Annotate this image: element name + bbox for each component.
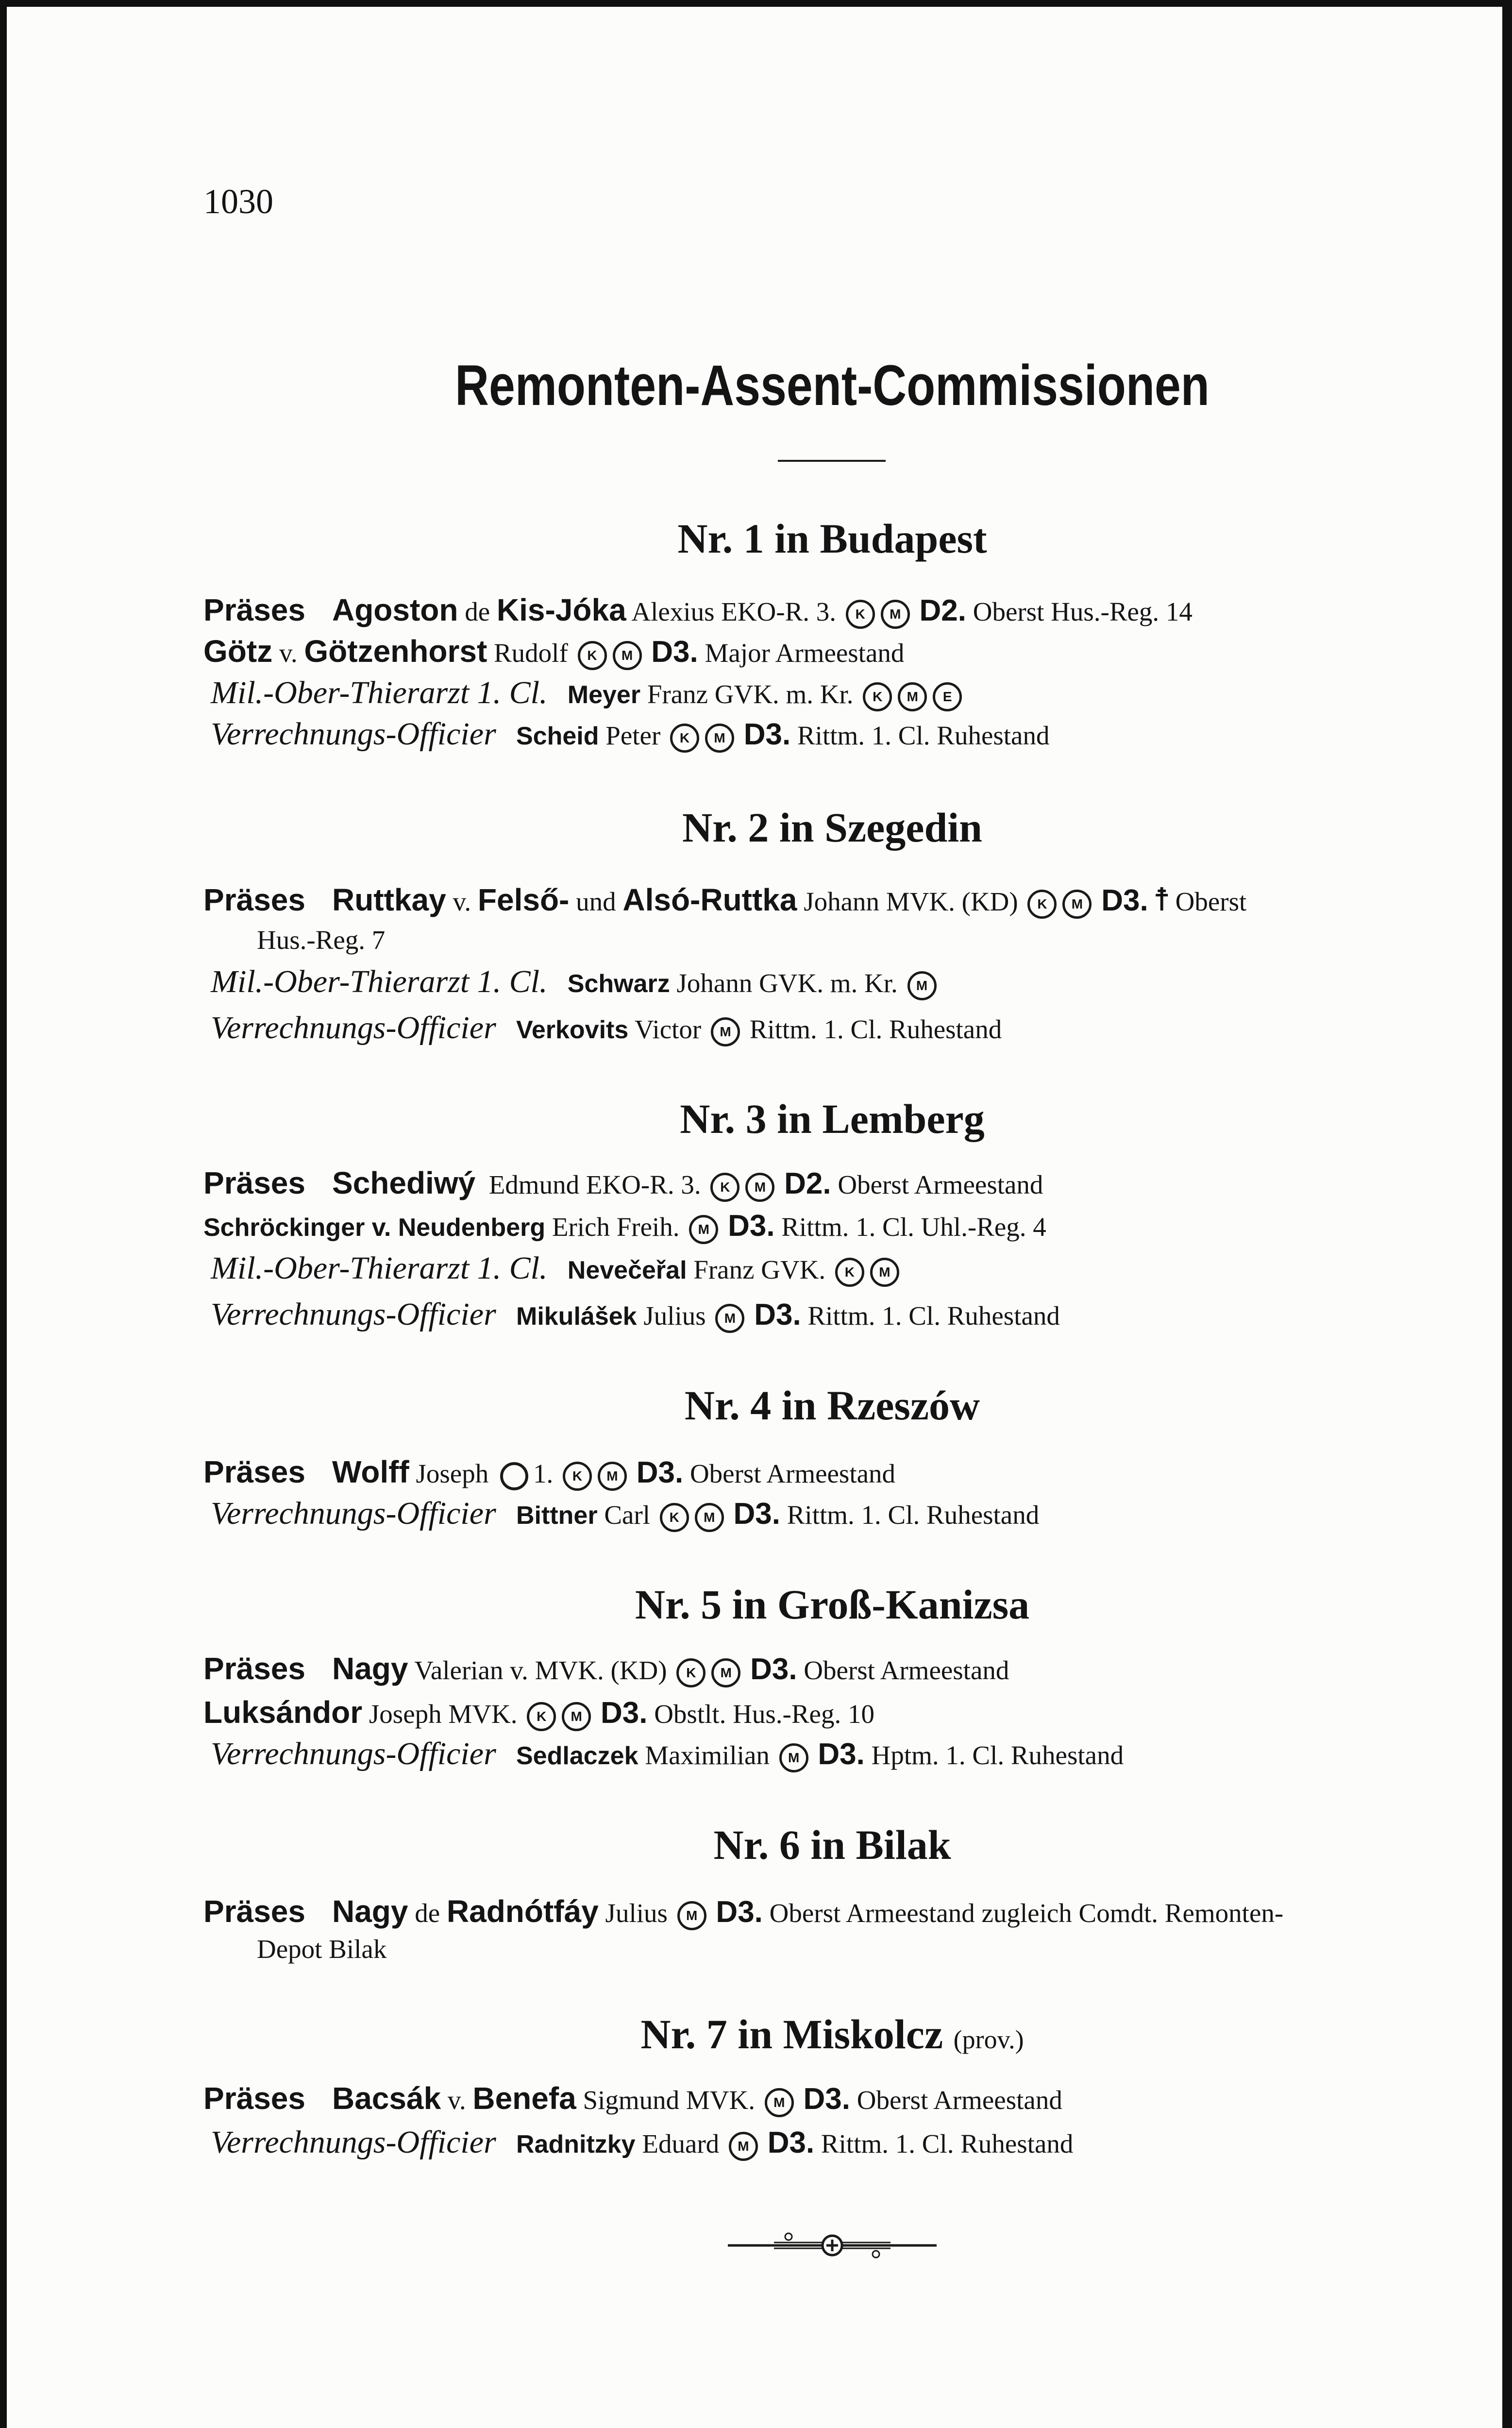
cross-icon: ☨ <box>1153 882 1171 918</box>
k-order-icon: K <box>835 1258 864 1287</box>
entry-praeses-6-continuation: Depot Bilak <box>257 1934 387 1964</box>
k-order-icon: K <box>863 682 892 711</box>
section-heading-2: Nr. 2 in Szegedin <box>682 804 982 851</box>
entry-accountant-1: Verrechnungs-Officier Scheid Peter K M D3. Rittm. 1. Cl. Ruhestand <box>211 716 1049 753</box>
title-divider <box>778 460 886 462</box>
m-order-icon: M <box>711 1658 740 1687</box>
k-order-icon: K <box>563 1462 592 1491</box>
entry-veterinarian-1: Mil.-Ober-Thierarzt 1. Cl. Meyer Franz GVK. m. Kr. K M E <box>211 674 965 711</box>
section-heading-3: Nr. 3 in Lemberg <box>680 1096 985 1142</box>
entry-member-1: Götz v. Götzenhorst Rudolf K M D3. Major Armeestand <box>203 633 904 670</box>
m-order-icon: M <box>715 1304 744 1333</box>
entry-praeses-7: Präses Bacsák v. Benefa Sigmund MVK. M D3. Oberst Armeestand <box>203 2080 1062 2117</box>
section-heading-5: Nr. 5 in Groß-Kanizsa <box>635 1581 1030 1628</box>
entry-accountant-2: Verrechnungs-Officier Verkovits Victor M Rittm. 1. Cl. Ruhestand <box>211 1010 1002 1046</box>
entry-accountant-5: Verrechnungs-Officier Sedlaczek Maximilian M D3. Hptm. 1. Cl. Ruhestand <box>211 1736 1124 1772</box>
entry-accountant-3: Verrechnungs-Officier Mikulášek Julius M D3. Rittm. 1. Cl. Ruhestand <box>211 1296 1060 1333</box>
k-order-icon: K <box>578 641 607 670</box>
m-order-icon: M <box>711 1017 740 1046</box>
k-order-icon: K <box>1027 890 1057 919</box>
entry-veterinarian-3: Mil.-Ober-Thierarzt 1. Cl. Nevečeřal Franz GVK. K M <box>211 1250 902 1287</box>
entry-veterinarian-2: Mil.-Ober-Thierarzt 1. Cl. Schwarz Johann GVK. m. Kr. M <box>211 963 940 1000</box>
m-order-icon: M <box>907 971 937 1000</box>
ornament-divider-icon <box>725 2231 939 2260</box>
entry-praeses-2: Präses Ruttkay v. Felső- und Alsó-Ruttka Johann MVK. (KD) K M D3. ☨ Oberst <box>203 881 1246 919</box>
k-order-icon: K <box>670 724 699 753</box>
iron-crown-order-icon <box>500 1462 528 1490</box>
entry-praeses-1: Präses Agoston de Kis-Jóka Alexius EKO-R. 3. K M D2. Oberst Hus.-Reg. 14 <box>203 592 1193 629</box>
m-order-icon: M <box>613 641 642 670</box>
section-heading-1: Nr. 1 in Budapest <box>677 515 987 562</box>
m-order-icon: M <box>765 2088 794 2117</box>
m-order-icon: M <box>1062 890 1092 919</box>
m-order-icon: M <box>705 724 734 753</box>
m-order-icon: M <box>898 682 927 711</box>
k-order-icon: K <box>527 1702 556 1731</box>
entry-praeses-5: Präses Nagy Valerian v. MVK. (KD) K M D3. Oberst Armeestand <box>203 1651 1009 1687</box>
m-order-icon: M <box>677 1901 706 1930</box>
k-order-icon: K <box>660 1503 689 1532</box>
entry-praeses-3: Präses Schediwý Edmund EKO-R. 3. K M D2. Oberst Armeestand <box>203 1165 1043 1202</box>
k-order-icon: K <box>676 1658 706 1687</box>
e-order-icon: E <box>933 682 962 711</box>
m-order-icon: M <box>598 1462 627 1491</box>
page-title: Remonten-Assent-Commissionen <box>455 354 1210 418</box>
entry-accountant-4: Verrechnungs-Officier Bittner Carl K M D3. Rittm. 1. Cl. Ruhestand <box>211 1495 1039 1532</box>
m-order-icon: M <box>729 2132 758 2161</box>
entry-member-3: Schröckinger v. Neudenberg Erich Freih. M D3. Rittm. 1. Cl. Uhl.-Reg. 4 <box>203 1209 1046 1244</box>
entry-accountant-7: Verrechnungs-Officier Radnitzky Eduard M D3. Rittm. 1. Cl. Ruhestand <box>211 2124 1073 2161</box>
m-order-icon: M <box>870 1258 899 1287</box>
m-order-icon: M <box>745 1173 774 1202</box>
section-heading-6: Nr. 6 in Bilak <box>713 1821 951 1868</box>
section-heading-4: Nr. 4 in Rzeszów <box>684 1382 980 1429</box>
k-order-icon: K <box>710 1173 739 1202</box>
m-order-icon: M <box>695 1503 724 1532</box>
entry-praeses-2-continuation: Hus.-Reg. 7 <box>257 925 386 955</box>
document-page <box>7 7 1502 2428</box>
m-order-icon: M <box>881 600 910 629</box>
entry-praeses-4: Präses Wolff Joseph 1. K M D3. Oberst Armeestand <box>203 1454 895 1491</box>
m-order-icon: M <box>689 1215 718 1244</box>
m-order-icon: M <box>562 1702 591 1731</box>
m-order-icon: M <box>779 1743 808 1772</box>
entry-member-5: Luksándor Joseph MVK. K M D3. Obstlt. Hus.-Reg. 10 <box>203 1694 874 1731</box>
k-order-icon: K <box>846 600 875 629</box>
section-heading-7: Nr. 7 in Miskolcz (prov.) <box>640 2011 1024 2057</box>
entry-praeses-6: Präses Nagy de Radnótfáy Julius M D3. Oberst Armeestand zugleich Comdt. Remonten- <box>203 1893 1283 1930</box>
page-number: 1030 <box>203 182 273 221</box>
